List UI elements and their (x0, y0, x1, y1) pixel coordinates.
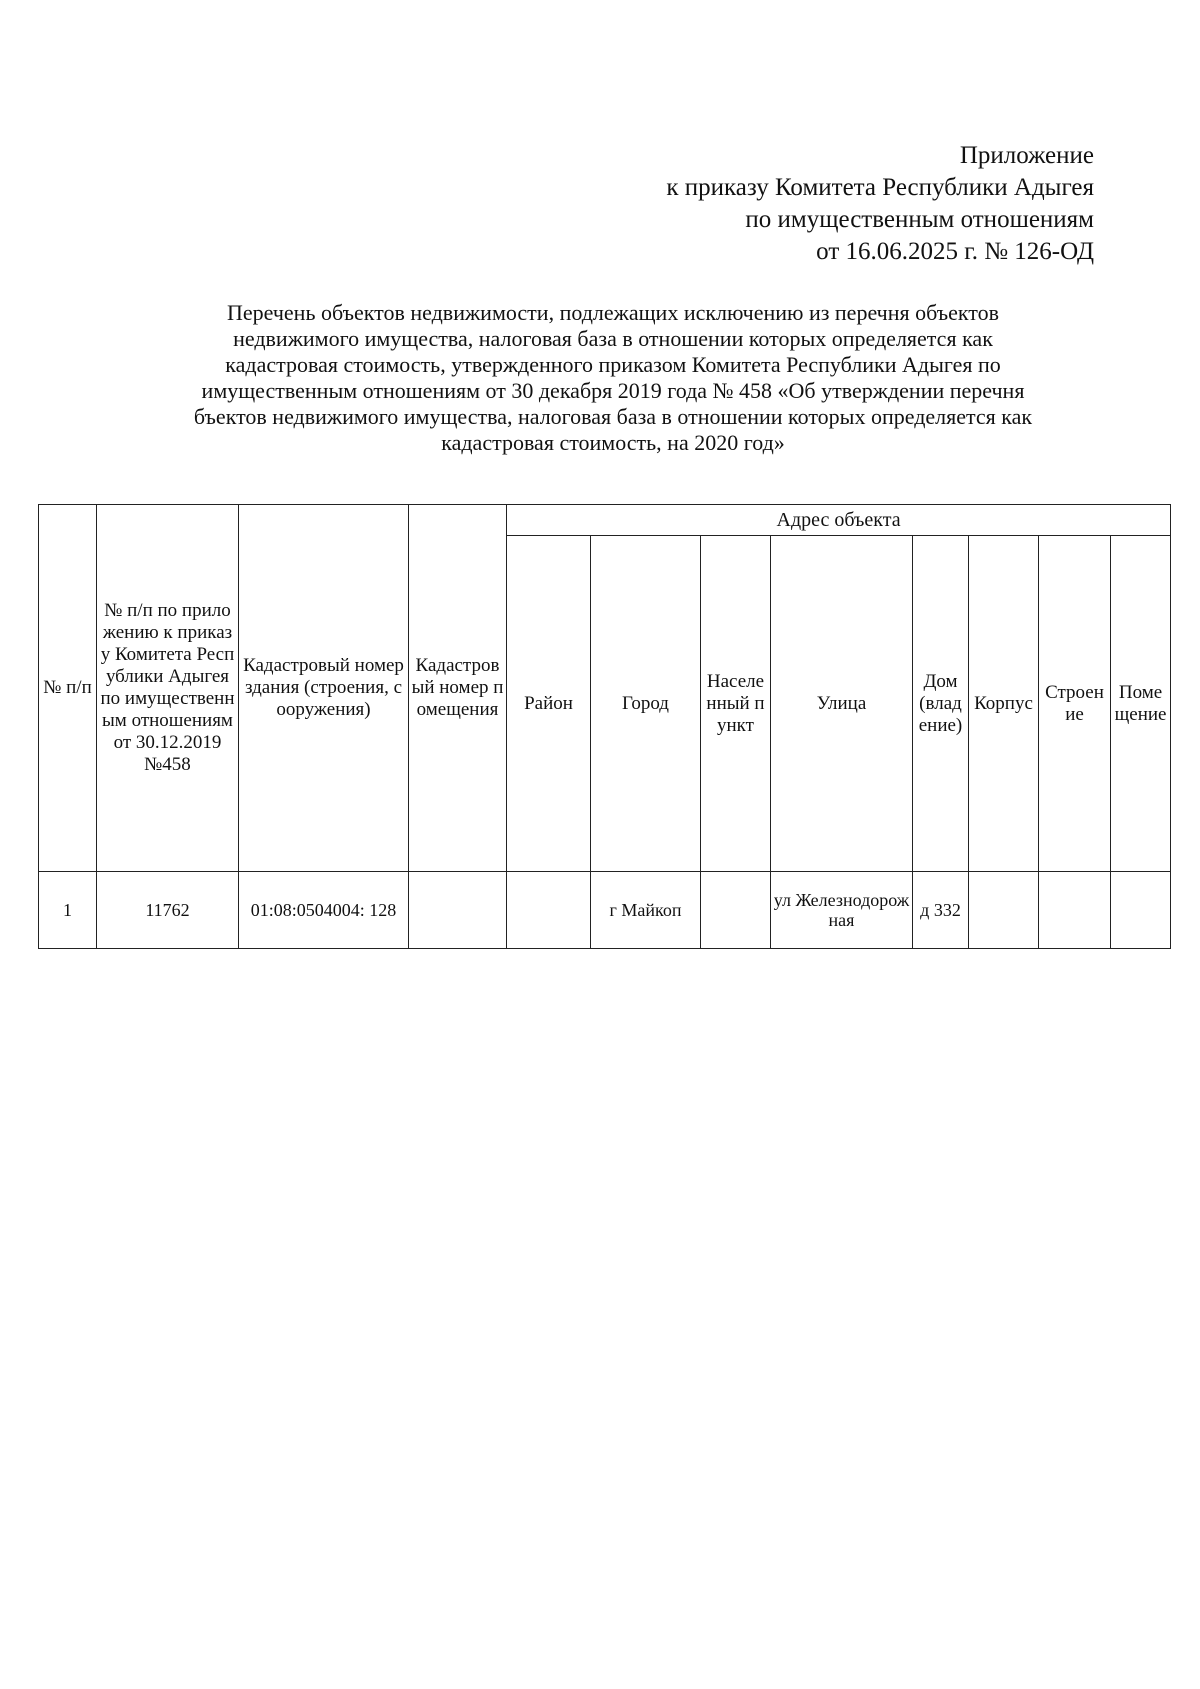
appendix-header (666, 140, 1094, 268)
header-street: Улица (771, 536, 913, 872)
header-cadastral-building: Кадастровый номер здания (строения, сооружения) (239, 505, 409, 872)
cell-structure (1039, 872, 1111, 949)
cell-num: 1 (39, 872, 97, 949)
table-header (39, 505, 1171, 872)
cell-cadastral-building: 01:08:0504004: 128 (239, 872, 409, 949)
header-district: Район (507, 536, 591, 872)
cell-district (507, 872, 591, 949)
cell-cadastral-room (409, 872, 507, 949)
header-house: Дом (владение) (913, 536, 969, 872)
appendix-header-line-1: Приложение (959, 142, 1094, 169)
table-body (39, 872, 1171, 949)
document-title-line-6: кадастровая стоимость, на 2020 год» (441, 430, 785, 455)
header-building: Корпус (969, 536, 1039, 872)
document-title (80, 300, 1146, 456)
appendix-header-line-3: по имущественным отношениям (745, 206, 1094, 233)
cell-house: д 332 (913, 872, 969, 949)
table-row (39, 872, 1171, 949)
appendix-header-line-4: от 16.06.2025 г. № 126-ОД (816, 238, 1094, 265)
cell-building (969, 872, 1039, 949)
objects-table (38, 504, 1171, 949)
document-title-line-4: имущественным отношениям от 30 декабря 2019 года № 458 «Об утверждении перечня (201, 378, 1025, 403)
cell-appendix-num: 11762 (97, 872, 239, 949)
cell-settlement (701, 872, 771, 949)
header-num: № п/п (39, 505, 97, 872)
header-appendix-num: № п/п по приложению к приказу Комитета Республики Адыгея по имущественным отношениям от 30.12.2019 №458 (97, 505, 239, 872)
header-structure: Строение (1039, 536, 1111, 872)
header-city: Город (591, 536, 701, 872)
document-title-line-2: недвижимого имущества, налоговая база в отношении которых определяется как (233, 326, 993, 351)
cell-premises (1111, 872, 1171, 949)
header-cadastral-room: Кадастровый номер помещения (409, 505, 507, 872)
document-title-line-3: кадастровая стоимость, утвержденного приказом Комитета Республики Адыгея по (225, 352, 1001, 377)
header-premises: Помещение (1111, 536, 1171, 872)
header-row-group (39, 505, 1171, 536)
cell-city: г Майкоп (591, 872, 701, 949)
document-title-line-5: бъектов недвижимого имущества, налоговая база в отношении которых определяется как (193, 404, 1033, 429)
appendix-header-line-2: к приказу Комитета Республики Адыгея (666, 174, 1094, 201)
header-address-group: Адрес объекта (507, 505, 1171, 536)
cell-street: ул Железнодорожная (771, 872, 913, 949)
document-title-line-1: Перечень объектов недвижимости, подлежащих исключению из перечня объектов (226, 300, 1000, 325)
header-settlement: Населенный пункт (701, 536, 771, 872)
